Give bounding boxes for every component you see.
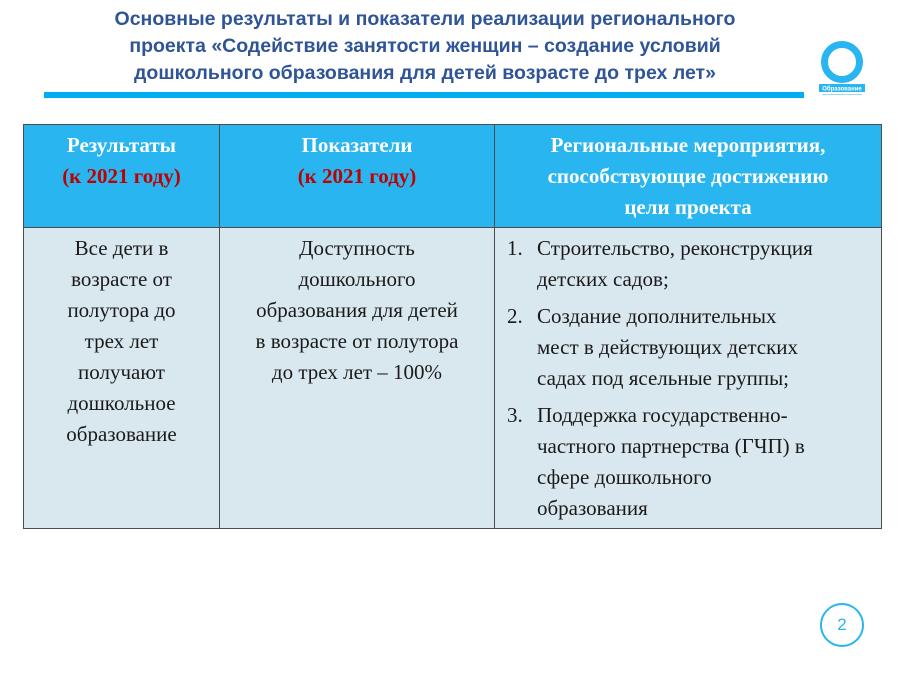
title-underline-bar (44, 92, 804, 98)
indicators-line: образования для детей (256, 298, 458, 322)
education-logo-icon (818, 40, 866, 98)
results-line: Все дети в (74, 236, 169, 260)
results-line: полутора до (67, 298, 176, 322)
education-logo (818, 40, 866, 98)
list-item (501, 400, 875, 524)
list-item-line: сфере дошкольного (537, 465, 712, 489)
list-item-line: Создание дополнительных (537, 304, 777, 328)
header-results-title: Результаты (66, 133, 177, 157)
indicators-cell (220, 228, 495, 529)
page-number-badge (820, 603, 864, 647)
header-indicators-title: Показатели (301, 133, 413, 157)
slide-title (30, 6, 820, 87)
indicators-line: в возрасте от полутора (255, 329, 459, 353)
header-measures-line: Региональные мероприятия, (550, 133, 826, 157)
list-item-line: Строительство, реконструкция (537, 236, 813, 260)
list-item-number: 1. (507, 236, 523, 260)
results-line: образование (66, 422, 177, 446)
results-line: дошкольное (67, 391, 176, 415)
list-item-number: 2. (507, 304, 523, 328)
header-results (24, 125, 220, 228)
list-item-line: частного партнерства (ГЧП) в (537, 434, 805, 458)
measures-cell (495, 228, 882, 529)
slide-title-line: Основные результаты и показатели реализации регионального (114, 8, 736, 30)
results-table (23, 124, 882, 529)
logo-text: Образование (822, 86, 862, 93)
header-measures (495, 125, 882, 228)
header-measures-line: цели проекта (624, 195, 752, 219)
list-item-line: мест в действующих детских (537, 335, 799, 359)
list-item (501, 233, 875, 295)
slide-title-line: проекта «Содействие занятости женщин – создание условий (129, 35, 721, 57)
indicators-line: Доступность (299, 236, 415, 260)
results-line: получают (78, 360, 165, 384)
indicators-line: дошкольного (298, 267, 416, 291)
header-results-period: (к 2021 году) (62, 164, 181, 188)
results-line: трех лет (84, 329, 159, 353)
header-measures-line: способствующие достижению (547, 164, 829, 188)
results-cell (24, 228, 220, 529)
list-item-line: образования (537, 496, 648, 520)
list-item-number: 3. (507, 403, 523, 427)
list-item-line: садах под ясельные группы; (537, 366, 790, 390)
measures-list (501, 233, 875, 524)
results-line: возрасте от (71, 267, 172, 291)
header-indicators-period: (к 2021 году) (297, 164, 417, 188)
indicators-line: до трех лет – 100% (271, 360, 443, 384)
page-number: 2 (837, 615, 847, 634)
list-item-line: Поддержка государственно- (537, 403, 788, 427)
table-row (24, 228, 882, 529)
table-header-row (24, 125, 882, 228)
slide-title-line: дошкольного образования для детей возрасте до трех лет» (134, 62, 716, 84)
list-item-line: детских садов; (537, 267, 669, 291)
list-item (501, 301, 875, 394)
header-indicators (220, 125, 495, 228)
